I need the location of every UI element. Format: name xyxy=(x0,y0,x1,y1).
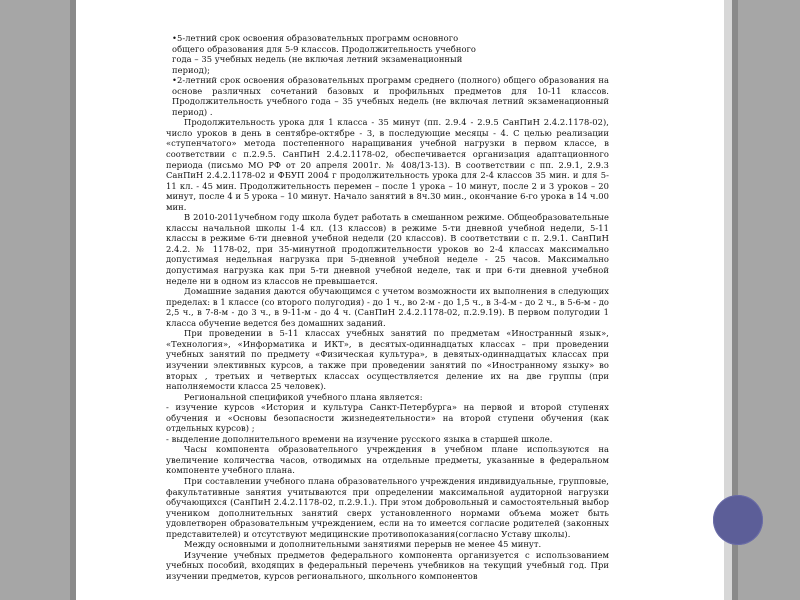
paragraph-school-mode: В 2010-2011учебном году школа будет работать в смешанном режиме. Общеобразовательные классы начальной школы 1-4 кл. (13 классов) в режиме 5-ти дневной учебной недели, 5-11 классы в режиме 6-ти дневной учебной недели (20 классов). В соответствии с п. 2.9.1. СанПиН 2.4.2. № 1178-02, при 35-минутной продолжительности уроков во 2-4 классах максимально допустимая недельная нагрузка при 5-дневной учебной неделе - 25 часов. Максимально допустимая нагрузка как при 5-ти дневной учебной неделе, так и при 6-ти дневной учебной неделе ни в одном из классов не превышается. xyxy=(166,212,609,286)
paragraph-lesson-duration: Продолжительность урока для 1 класса - 35 минут (пп. 2.9.4 - 2.9.5 СанПиН 2.4.2.1178-02), число уроков в день в сентябре-октябре - 3, в последующие месяцы - 4. С целью реализации «ступенчатого» метода постепенного наращивания учебной нагрузки в первом классе, в соответствии с п.2.9.5. СанПиН 2.4.2.1178-02, обеспечивается организация адаптационного периода (письмо МО РФ от 20 апреля 2001г. № 408/13-13). В соответствии с пп. 2.9.1, 2.9.3 СанПиН 2.4.2.1178-02 и ФБУП 2004 г продолжительность урока для 2-4 классов 35 мин. и для 5- 11 кл. - 45 мин. Продолжительность перемен – после 1 урока – 10 минут, после 2 и 3 уроков – 20 минут, после 4 и 5 урока – 10 минут. Начало занятий в 8ч.30 мин., окончание 6-го урока в 14 ч.00 мин. xyxy=(166,117,609,212)
paragraph-regional-heading: Региональной спецификой учебного плана является: xyxy=(184,391,423,402)
slide-text-body xyxy=(166,33,609,581)
paragraph-break: Между основными и дополнительными занятиями перерыв не менее 45 минут. xyxy=(184,539,542,550)
paragraph-group-division: При проведении в 5-11 классах учебных занятий по предметам «Иностранный язык», «Технология», «Информатика и ИКТ», в десятых-одиннадцатых классах – при проведении учебных занятий по предмету «Физическая культура», в девятых-одиннадцатых классах при изучении элективных курсов, а также при проведении занятий по «Иностранному языку» во вторых , третьих и четвертых классах осуществляется деление их на две группы (при наполняемости класса 25 человек). xyxy=(166,328,609,392)
paragraph-term-basic: •5-летний срок освоения образовательных программ основного общего образования для 5-9 классов. Продолжительность учебного года – 35 учебных недель (не включая летний экзаменационный период); xyxy=(172,33,477,75)
paragraph-textbooks: Изучение учебных предметов федерального компонента организуется с использованием учебных пособий, входящих в федеральный перечень учебников на текущий учебный год. При изучении предметов, курсов регионального, школьного компонентов xyxy=(166,549,609,581)
list-item-regional-courses: - изучение курсов «История и культура Санкт-Петербурга» на первой и второй ступенях обучения и «Основы безопасности жизнедеятельности» на второй ступени обучения (как отдельных курсов) ; xyxy=(166,402,609,434)
paragraph-homework: Домашние задания даются обучающимся с учетом возможности их выполнения в следующих пределах: в 1 классе (со второго полугодия) - до 1 ч., во 2-м - до 1,5 ч., в 3-4-м - до 2 ч., в 5-6-м - до 2,5 ч., в 7-8-м - до 3 ч., в 9-11-м - до 4 ч. (СанПиН 2.4.2.1178-02, п.2.9.19). В первом полугодии 1 класса обучение ведется без домашних заданий. xyxy=(166,286,609,328)
paragraph-term-secondary: •2-летний срок освоения образовательных программ среднего (полного) общего образования на основе различных сочетаний базовых и профильных предметов для 10-11 классов. Продолжительность учебного года – 35 учебных недель (не включая летний экзаменационный период) . xyxy=(172,75,609,117)
paragraph-curriculum-composition: При составлении учебного плана образовательного учреждения индивидуальные, групповые, факультативные занятия учитываются при определении максимальной аудиторной нагрузки обучающихся (СанПиН 2.4.2.1178-02, п.2.9.1.). При этом добровольный и самостоятельный выбор учеником дополнительных занятий сверх установленного нормами объема может быть удовлетворен образовательным учреждением, если на то имеется согласие родителей (законных представителей) и отсутствуют медицинские противопоказания(согласно Уставу школы). xyxy=(166,475,609,539)
decorative-circle xyxy=(713,495,763,545)
list-item-russian-language: - выделение дополнительного времени на изучение русского языка в старшей школе. xyxy=(166,433,553,444)
paragraph-school-component: Часы компонента образовательного учреждения в учебном плане используются на увеличение количества часов, отводимых на отдельные предметы, указанные в федеральном компоненте учебного плана. xyxy=(166,444,609,476)
